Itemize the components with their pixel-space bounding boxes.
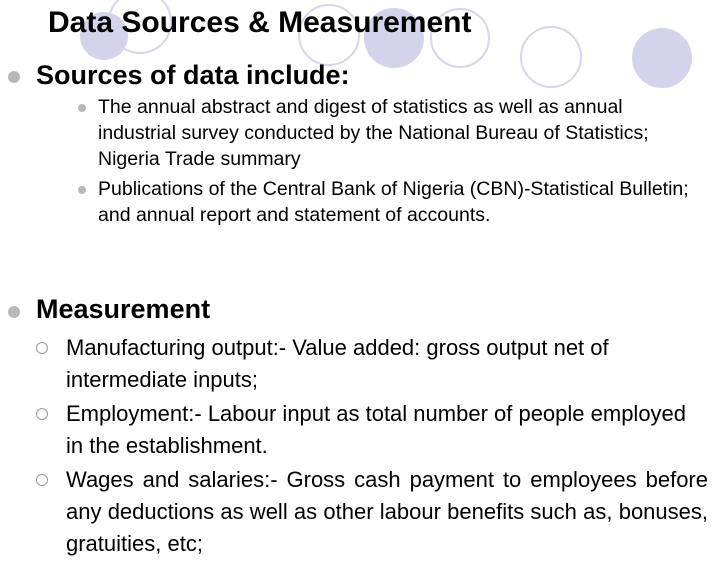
decorative-circle-outline-4 xyxy=(520,26,582,88)
measurement-item-text: Employment:- Labour input as total number of people employed in the establishment. xyxy=(66,401,687,458)
ring-bullet-icon xyxy=(36,342,48,354)
decorative-circle-filled-3 xyxy=(632,28,692,88)
sub-bullet-dot-icon xyxy=(78,104,86,112)
sub-item-text: Publications of the Central Bank of Nigeria (CBN)-Statistical Bulletin; and annual report and statement of accounts. xyxy=(98,178,689,226)
bullet-dot-icon xyxy=(8,306,20,318)
measurement-item-manufacturing-output xyxy=(36,332,708,396)
measurement-item-text: Wages and salaries:- Gross cash payment to employees before any deductions as well as other labour benefits such as, bonuses, gratuities, etc; xyxy=(66,467,708,556)
measurement-item-employment xyxy=(36,398,708,462)
measurement-item-wages-salaries xyxy=(36,464,708,564)
slide-title: Data Sources & Measurement xyxy=(48,6,472,39)
ring-bullet-icon xyxy=(36,474,48,486)
measurement-item-text: Manufacturing output:- Value added: gross output net of intermediate inputs; xyxy=(66,335,609,392)
bullet-dot-icon xyxy=(8,71,20,83)
bullet-sources-label: Sources of data include: xyxy=(36,60,350,90)
ring-bullet-icon xyxy=(36,408,48,420)
sub-item-cbn-publications xyxy=(78,176,698,256)
sub-item-text: The annual abstract and digest of statistics as well as annual industrial survey conducted by the National Bureau of Statistics; Nigeria Trade summary xyxy=(98,96,649,170)
sub-bullet-dot-icon xyxy=(78,186,86,194)
bullet-measurement-label: Measurement xyxy=(36,294,211,324)
sub-item-annual-abstract xyxy=(78,94,698,174)
